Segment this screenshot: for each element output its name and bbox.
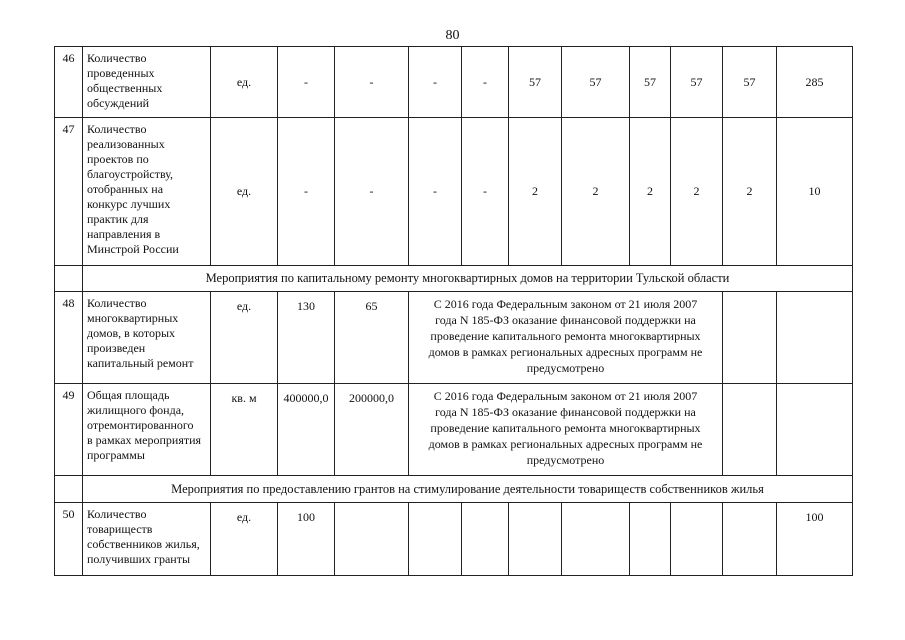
value-cell (335, 503, 409, 576)
value-cell (723, 503, 777, 576)
total-cell: 285 (777, 47, 853, 118)
section-heading-grants: Мероприятия по предоставлению грантов на стимулирование деятельности товариществ собственников жилья (83, 476, 853, 503)
value-cell: 57 (630, 47, 671, 118)
value-cell: 130 (278, 292, 335, 384)
value-cell: 2 (630, 118, 671, 266)
value-cell: 2 (562, 118, 630, 266)
indicator-name: Количество многоквартирных домов, в которых произведен капитальный ремонт (83, 292, 211, 384)
row-number: 50 (55, 503, 83, 576)
total-cell (777, 292, 853, 384)
value-cell: - (409, 47, 462, 118)
value-cell: 400000,0 (278, 384, 335, 476)
indicator-name: Общая площадь жилищного фонда, отремонтированного в рамках мероприятия программы (83, 384, 211, 476)
value-cell (409, 503, 462, 576)
value-cell: 2 (723, 118, 777, 266)
value-cell (671, 503, 723, 576)
section-heading-capital-repair: Мероприятия по капитальному ремонту многоквартирных домов на территории Тульской области (83, 266, 853, 292)
unit-cell: ед. (211, 503, 278, 576)
total-cell: 100 (777, 503, 853, 576)
value-cell: 57 (671, 47, 723, 118)
row-number: 47 (55, 118, 83, 266)
value-cell: 57 (509, 47, 562, 118)
value-cell (723, 292, 777, 384)
total-cell (777, 384, 853, 476)
unit-cell: ед. (211, 292, 278, 384)
value-cell: 200000,0 (335, 384, 409, 476)
value-cell: 2 (671, 118, 723, 266)
section-num-cell (55, 476, 83, 503)
indicator-name: Количество реализованных проектов по благоустройству, отобранных на конкурс лучших практик для направления в Минстрой России (83, 118, 211, 266)
value-cell: 57 (723, 47, 777, 118)
value-cell: - (335, 47, 409, 118)
value-cell: - (278, 118, 335, 266)
page-number: 80 (445, 28, 460, 43)
value-cell: 100 (278, 503, 335, 576)
value-cell: - (335, 118, 409, 266)
section-row (55, 266, 853, 292)
value-cell: - (462, 118, 509, 266)
table-row (55, 503, 853, 576)
indicator-name: Количество проведенных общественных обсуждений (83, 47, 211, 118)
value-cell (630, 503, 671, 576)
value-cell (462, 503, 509, 576)
value-cell (509, 503, 562, 576)
unit-cell: ед. (211, 47, 278, 118)
table-row (55, 118, 853, 266)
value-cell: - (409, 118, 462, 266)
value-cell: - (462, 47, 509, 118)
unit-cell: кв. м (211, 384, 278, 476)
row-number: 48 (55, 292, 83, 384)
value-cell (562, 503, 630, 576)
value-cell: 57 (562, 47, 630, 118)
value-cell: 65 (335, 292, 409, 384)
table-row (55, 384, 853, 476)
total-cell: 10 (777, 118, 853, 266)
value-cell: - (278, 47, 335, 118)
repair-note: С 2016 года Федеральным законом от 21 июля 2007 года N 185-ФЗ оказание финансовой поддержки на проведение капитального ремонта многоквартирных домов в рамках региональных адресных программ не предусмотрено (409, 384, 723, 476)
table-row (55, 47, 853, 118)
row-number: 46 (55, 47, 83, 118)
unit-cell: ед. (211, 118, 278, 266)
indicator-name: Количество товариществ собственников жилья, получивших гранты (83, 503, 211, 576)
section-row (55, 476, 853, 503)
indicators-table (54, 46, 853, 576)
section-num-cell (55, 266, 83, 292)
value-cell (723, 384, 777, 476)
value-cell: 2 (509, 118, 562, 266)
table-row (55, 292, 853, 384)
row-number: 49 (55, 384, 83, 476)
repair-note: С 2016 года Федеральным законом от 21 июля 2007 года N 185-ФЗ оказание финансовой поддержки на проведение капитального ремонта многоквартирных домов в рамках региональных адресных программ не предусмотрено (409, 292, 723, 384)
